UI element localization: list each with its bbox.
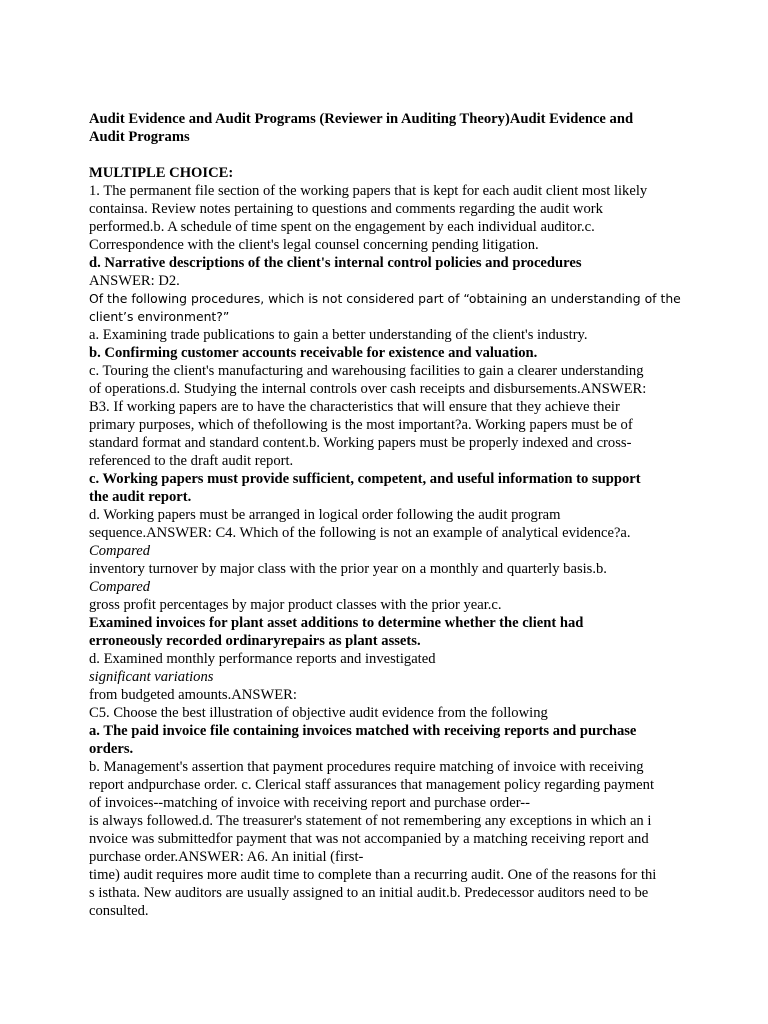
answer-option-bold: b. Confirming customer accounts receivable for existence and valuation.: [89, 345, 538, 361]
text-line: report andpurchase order. c. Clerical staff assurances that management policy regarding payment: [89, 777, 655, 793]
question-text-alt-font: client’s environment?”: [89, 309, 230, 324]
italic-text: Compared: [89, 579, 151, 595]
text-line: purchase order.ANSWER: A6. An initial (first-: [89, 849, 364, 865]
text-line: sequence.ANSWER: C4. Which of the following is not an example of analytical evidence?a.: [89, 525, 631, 541]
text-line: gross profit percentages by major product classes with the prior year.c.: [89, 597, 502, 613]
text-line: ANSWER: D2.: [89, 273, 180, 289]
answer-option-bold: a. The paid invoice file containing invoices matched with receiving reports and purchase: [89, 723, 637, 739]
text-line: of operations.d. Studying the internal controls over cash receipts and disbursements.ANSWER:: [89, 381, 647, 397]
text-line: 1. The permanent file section of the working papers that is kept for each audit client most likely: [89, 183, 648, 199]
answer-option-bold: d. Narrative descriptions of the client's internal control policies and procedures: [89, 255, 582, 271]
text-line: nvoice was submittedfor payment that was not accompanied by a matching receiving report and: [89, 831, 649, 847]
text-line: containsa. Review notes pertaining to questions and comments regarding the audit work: [89, 201, 603, 217]
text-line: c. Touring the client's manufacturing and warehousing facilities to gain a clearer understanding: [89, 363, 644, 379]
text-line: d. Examined monthly performance reports and investigated: [89, 651, 436, 667]
text-line: standard format and standard content.b. Working papers must be properly indexed and cross-: [89, 435, 632, 451]
text-line: performed.b. A schedule of time spent on the engagement by each individual auditor.c.: [89, 219, 595, 235]
answer-option-bold: orders.: [89, 741, 134, 757]
text-line: a. Examining trade publications to gain a better understanding of the client's industry.: [89, 327, 588, 343]
text-line: inventory turnover by major class with the prior year on a monthly and quarterly basis.b.: [89, 561, 607, 577]
italic-text: significant variations: [89, 669, 214, 685]
text-line: Correspondence with the client's legal counsel concerning pending litigation.: [89, 237, 539, 253]
text-line: b. Management's assertion that payment procedures require matching of invoice with receiving: [89, 759, 644, 775]
answer-option-bold: Examined invoices for plant asset additions to determine whether the client had: [89, 615, 584, 631]
text-line: referenced to the draft audit report.: [89, 453, 294, 469]
text-line: time) audit requires more audit time to complete than a recurring audit. One of the reasons for thi: [89, 867, 657, 883]
italic-text: Compared: [89, 543, 151, 559]
text-line: C5. Choose the best illustration of objective audit evidence from the following: [89, 705, 548, 721]
answer-option-bold: erroneously recorded ordinaryrepairs as plant assets.: [89, 633, 421, 649]
answer-option-bold: the audit report.: [89, 489, 192, 505]
question-text-alt-font: Of the following procedures, which is not considered part of “obtaining an understanding of the: [89, 291, 681, 306]
answer-option-bold: c. Working papers must provide sufficient, competent, and useful information to support: [89, 471, 641, 487]
document-title: Audit Evidence and Audit Programs (Reviewer in Auditing Theory)Audit Evidence and: [89, 111, 634, 127]
section-heading: MULTIPLE CHOICE:: [89, 165, 234, 181]
text-line: B3. If working papers are to have the characteristics that will ensure that they achieve their: [89, 399, 620, 415]
document-title-continued: Audit Programs: [89, 129, 190, 145]
document-body: [89, 110, 689, 920]
spacer: [89, 146, 689, 164]
text-line: primary purposes, which of thefollowing is the most important?a. Working papers must be of: [89, 417, 633, 433]
text-line: s isthata. New auditors are usually assigned to an initial audit.b. Predecessor auditors need to be: [89, 885, 649, 901]
text-line: from budgeted amounts.ANSWER:: [89, 687, 297, 703]
text-line: is always followed.d. The treasurer's statement of not remembering any exceptions in which an i: [89, 813, 652, 829]
text-line: consulted.: [89, 903, 149, 919]
text-line: of invoices--matching of invoice with receiving report and purchase order--: [89, 795, 530, 811]
text-line: d. Working papers must be arranged in logical order following the audit program: [89, 507, 561, 523]
